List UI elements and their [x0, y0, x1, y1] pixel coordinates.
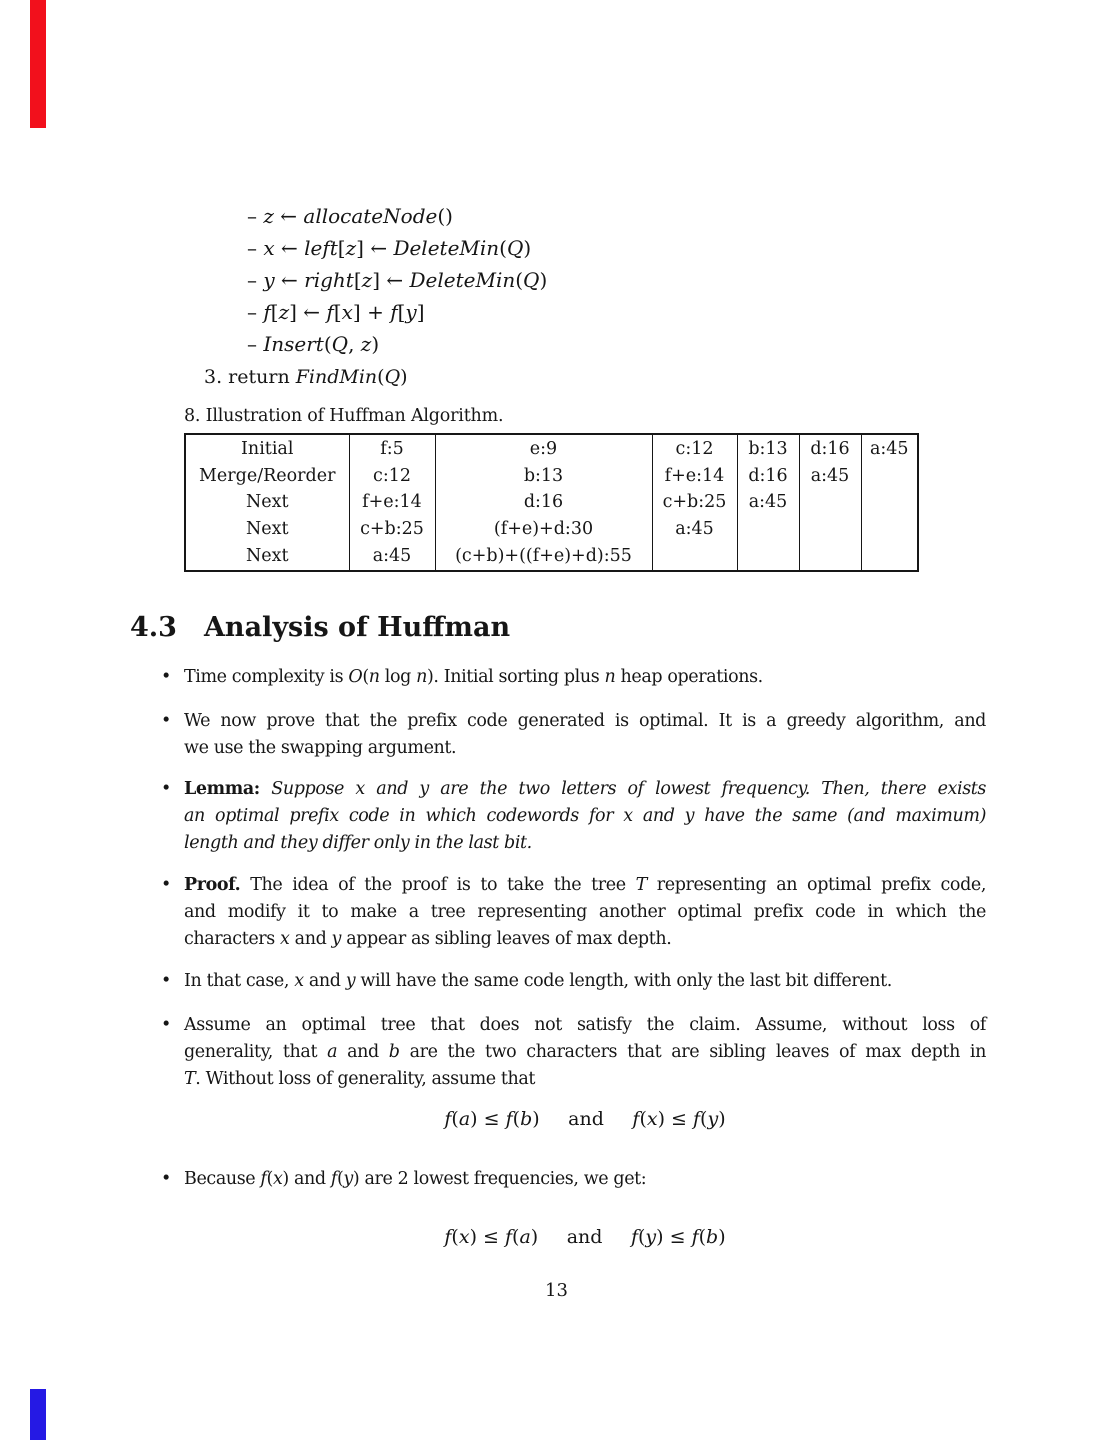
text-segment: (	[266, 1169, 273, 1189]
section-heading	[130, 612, 510, 643]
section-title: Analysis of Huffman	[203, 612, 511, 643]
text-segment: ] ←	[356, 236, 394, 260]
text-segment: a	[519, 1226, 531, 1248]
text-segment: generality, that	[184, 1042, 328, 1062]
text-segment: f	[326, 300, 334, 324]
text-segment: f	[390, 300, 398, 324]
bullet-marker: •	[161, 779, 172, 799]
text-segment: f	[504, 1226, 513, 1248]
text-segment: ] +	[352, 300, 391, 324]
text-segment: [	[333, 300, 342, 324]
text-segment: Proof.	[184, 875, 241, 895]
bullet-marker: •	[161, 711, 172, 731]
text-segment: ) are 2 lowest frequencies, we get:	[352, 1169, 647, 1189]
text-segment: f	[444, 1226, 452, 1248]
table-cell	[799, 516, 861, 543]
text-segment: ) and	[282, 1169, 331, 1189]
text-segment: z	[278, 300, 290, 324]
text-segment: –	[247, 268, 264, 292]
table-cell: Next	[245, 519, 289, 540]
text-segment: z	[360, 332, 372, 356]
text-line	[247, 200, 547, 232]
text-segment: ←	[273, 204, 304, 228]
text-segment: )	[532, 1108, 540, 1130]
table-cell: a:45	[349, 543, 435, 571]
text-segment: n	[604, 667, 616, 687]
text-segment: z	[263, 204, 274, 228]
table-cell: Merge/Reorder	[199, 465, 336, 486]
table-row	[185, 434, 918, 462]
text-segment: z	[361, 268, 373, 292]
huffman-table	[184, 433, 919, 572]
text-segment: –	[247, 236, 264, 260]
text-segment: 3. return	[204, 366, 296, 388]
bullet-in-that-case	[161, 968, 986, 995]
section-number: 4.3	[130, 612, 177, 643]
text-segment: characters	[184, 929, 281, 949]
table-cell: f:5	[349, 434, 435, 462]
text-segment: b	[520, 1108, 533, 1130]
blue-edge-marker	[30, 1389, 46, 1440]
text-segment: (	[499, 236, 507, 260]
text-segment: f	[444, 1108, 452, 1130]
text-segment: x	[280, 929, 290, 949]
bullet-content	[184, 968, 986, 995]
text-segment: (	[637, 1226, 646, 1248]
table-cell	[737, 543, 799, 571]
text-line	[247, 264, 547, 296]
text-segment: x	[646, 1108, 658, 1130]
text-segment: )	[718, 1226, 726, 1248]
table-cell: Next	[245, 546, 289, 567]
table-cell	[861, 543, 918, 571]
text-segment: Because	[184, 1169, 261, 1189]
text-line	[184, 1066, 986, 1093]
text-segment: allocateNode	[303, 204, 438, 228]
table-cell: e:9	[435, 434, 652, 462]
text-segment: f	[330, 1169, 337, 1189]
bullet-marker: •	[161, 875, 172, 895]
text-segment: ,	[348, 332, 361, 356]
text-line	[184, 708, 986, 735]
text-segment: –	[247, 204, 264, 228]
text-segment: Q	[331, 332, 349, 356]
text-segment	[260, 779, 271, 799]
text-segment: Lemma:	[184, 779, 260, 799]
table-cell	[861, 489, 918, 516]
text-segment: )	[539, 268, 548, 292]
formula-fx-fa	[184, 1226, 986, 1248]
text-segment: )	[718, 1108, 726, 1130]
text-segment: Time complexity is	[184, 667, 349, 687]
text-line	[184, 926, 986, 953]
text-line	[184, 968, 986, 995]
text-line	[184, 803, 986, 830]
bullet-lemma	[161, 776, 986, 857]
pseudocode-return-line	[204, 366, 408, 388]
table-cell: (f+e)+d:30	[435, 516, 652, 543]
table-cell	[652, 543, 737, 571]
text-line	[247, 328, 547, 360]
text-segment: y	[405, 300, 417, 324]
text-segment: right	[304, 268, 354, 292]
table-cell: f+e:14	[349, 489, 435, 516]
red-edge-marker	[30, 0, 46, 128]
text-segment: y	[263, 268, 275, 292]
text-segment: . Without loss of generality, assume that	[195, 1069, 536, 1089]
text-segment: (	[512, 1226, 520, 1248]
table-cell: (c+b)+((f+e)+d):55	[435, 543, 652, 571]
table-cell: c+b:25	[349, 516, 435, 543]
text-segment: and modify it to make a tree representing another optimal prefix code in which the	[184, 902, 986, 922]
text-segment: The idea of the proof is to take the tree	[240, 875, 636, 895]
text-segment: f	[632, 1108, 640, 1130]
text-segment: (	[515, 268, 524, 292]
text-segment: T	[184, 1069, 196, 1089]
bullet-content	[184, 776, 986, 857]
text-line	[184, 830, 986, 857]
text-segment: ) ≤	[470, 1108, 506, 1130]
table-cell: b:13	[435, 462, 652, 489]
table-cell: Next	[245, 492, 289, 513]
text-segment: y	[707, 1108, 719, 1130]
text-segment: x	[272, 1169, 283, 1189]
text-segment: [	[270, 300, 279, 324]
text-segment: x	[294, 971, 304, 991]
text-segment: (	[336, 1169, 344, 1189]
table-cell: d:16	[737, 462, 799, 489]
text-segment: )	[530, 1226, 539, 1248]
bullet-because	[161, 1166, 986, 1193]
text-segment: DeleteMin	[409, 268, 516, 292]
text-segment: )	[371, 332, 380, 356]
text-segment: appear as sibling leaves of max depth.	[341, 929, 672, 949]
table-cell	[737, 516, 799, 543]
text-segment: ]	[416, 300, 425, 324]
table-cell	[861, 516, 918, 543]
text-segment: ] ←	[372, 268, 410, 292]
text-segment: –	[247, 332, 264, 356]
bullet-marker: •	[161, 971, 172, 991]
text-segment: n	[368, 667, 380, 687]
table-cell: c:12	[349, 462, 435, 489]
text-segment: [	[353, 268, 362, 292]
text-segment: an optimal prefix code in which codewords for x and y have the same (and maximum)	[184, 806, 986, 826]
pseudocode-block	[247, 200, 547, 360]
text-segment: left	[304, 236, 338, 260]
text-segment: length and they differ only in the last bit.	[184, 833, 532, 853]
bullet-content	[184, 1012, 986, 1093]
text-segment: (	[698, 1226, 707, 1248]
bullet-content	[184, 872, 986, 953]
text-segment: f	[693, 1108, 701, 1130]
text-line	[184, 899, 986, 926]
table-cell: b:13	[737, 434, 799, 462]
text-segment: ←	[274, 268, 305, 292]
formula-fa-fb	[184, 1108, 986, 1130]
text-segment: O	[348, 667, 363, 687]
text-segment: will have the same code length, with only the last bit different.	[355, 971, 892, 991]
text-segment: b	[706, 1226, 719, 1248]
text-segment: –	[247, 300, 264, 324]
table-cell: a:45	[737, 489, 799, 516]
text-line	[247, 232, 547, 264]
huffman-table-body	[185, 434, 918, 571]
table-cell	[799, 543, 861, 571]
text-segment: we use the swapping argument.	[184, 738, 457, 758]
text-segment: [	[337, 236, 346, 260]
table-cell: Initial	[241, 438, 294, 459]
text-segment: FindMin	[295, 366, 378, 388]
text-segment: z	[345, 236, 357, 260]
text-segment: ) ≤	[469, 1226, 505, 1248]
text-segment: log	[379, 667, 417, 687]
text-segment: (	[323, 332, 332, 356]
text-segment: In that case,	[184, 971, 295, 991]
text-segment: n	[416, 667, 427, 687]
table-cell: d:16	[799, 434, 861, 462]
text-segment: [	[397, 300, 406, 324]
text-segment: are the two characters that are sibling leaves of max depth in	[399, 1042, 986, 1062]
table-cell: a:45	[799, 462, 861, 489]
bullet-marker: •	[161, 667, 172, 687]
text-segment: (	[700, 1108, 708, 1130]
text-line	[247, 296, 547, 328]
text-segment: T	[635, 875, 647, 895]
text-segment: (	[451, 1226, 459, 1248]
text-segment: heap operations.	[615, 667, 763, 687]
bullet-proof	[161, 872, 986, 953]
text-segment: x	[458, 1226, 470, 1248]
text-segment: Q	[523, 268, 540, 292]
table-cell	[861, 462, 918, 489]
text-segment: b	[388, 1042, 400, 1062]
text-line	[184, 664, 986, 691]
text-segment: (	[451, 1108, 459, 1130]
text-segment: and	[538, 1226, 631, 1248]
text-line	[184, 872, 986, 899]
text-segment: )	[523, 236, 532, 260]
bullet-assume-optimal-tree	[161, 1012, 986, 1093]
bullet-we-now-prove	[161, 708, 986, 762]
text-segment: f	[691, 1226, 699, 1248]
text-segment: )	[400, 366, 408, 388]
text-segment: Q	[384, 366, 401, 388]
illustration-caption: 8. Illustration of Huffman Algorithm.	[184, 406, 504, 426]
text-segment: and	[539, 1108, 633, 1130]
text-segment: ] ←	[289, 300, 327, 324]
bullet-marker: •	[161, 1169, 172, 1189]
text-segment: and	[303, 971, 346, 991]
table-cell: d:16	[435, 489, 652, 516]
text-segment: (	[362, 667, 369, 687]
text-segment: a	[458, 1108, 471, 1130]
text-segment: y	[331, 929, 342, 949]
text-segment: Insert	[263, 332, 324, 356]
text-segment: y	[345, 971, 356, 991]
table-cell: c+b:25	[652, 489, 737, 516]
text-line	[184, 735, 986, 762]
text-segment: and	[337, 1042, 389, 1062]
text-segment: ←	[274, 236, 305, 260]
text-segment: ) ≤	[657, 1108, 693, 1130]
table-row	[185, 516, 918, 543]
table-row	[185, 489, 918, 516]
text-segment: (	[512, 1108, 521, 1130]
table-row	[185, 543, 918, 571]
text-segment: ) ≤	[656, 1226, 692, 1248]
table-cell: a:45	[861, 434, 918, 462]
text-line	[184, 1166, 986, 1193]
text-segment: ). Initial sorting plus	[426, 667, 605, 687]
text-line	[184, 1012, 986, 1039]
text-segment: x	[341, 300, 353, 324]
text-segment: (	[377, 366, 385, 388]
text-segment: ()	[437, 204, 453, 228]
text-segment: Suppose x and y are the two letters of lowest frequency. Then, there exists	[271, 779, 986, 799]
text-segment: representing an optimal prefix code,	[646, 875, 986, 895]
table-row	[185, 462, 918, 489]
text-segment: (	[639, 1108, 647, 1130]
text-segment: We now prove that the prefix code generated is optimal. It is a greedy algorithm, and	[184, 711, 986, 731]
text-segment: a	[327, 1042, 338, 1062]
text-segment: y	[343, 1169, 353, 1189]
table-cell: f+e:14	[652, 462, 737, 489]
bullet-time-complexity	[161, 664, 986, 691]
table-cell	[799, 489, 861, 516]
text-segment: f	[260, 1169, 267, 1189]
text-segment: Q	[506, 236, 524, 260]
table-cell: a:45	[652, 516, 737, 543]
bullet-content	[184, 708, 986, 762]
bullet-marker: •	[161, 1015, 172, 1035]
text-segment: Assume an optimal tree that does not satisfy the claim. Assume, without loss of	[184, 1015, 986, 1035]
text-segment: y	[645, 1226, 657, 1248]
text-segment: f	[630, 1226, 638, 1248]
table-cell: c:12	[652, 434, 737, 462]
text-segment: and	[289, 929, 332, 949]
bullet-content	[184, 1166, 986, 1193]
text-line	[184, 1039, 986, 1066]
text-segment: x	[263, 236, 275, 260]
text-line	[184, 776, 986, 803]
text-segment: f	[505, 1108, 513, 1130]
page-number: 13	[545, 1280, 568, 1301]
text-segment: f	[263, 300, 271, 324]
bullet-content	[184, 664, 986, 691]
text-segment: DeleteMin	[393, 236, 500, 260]
